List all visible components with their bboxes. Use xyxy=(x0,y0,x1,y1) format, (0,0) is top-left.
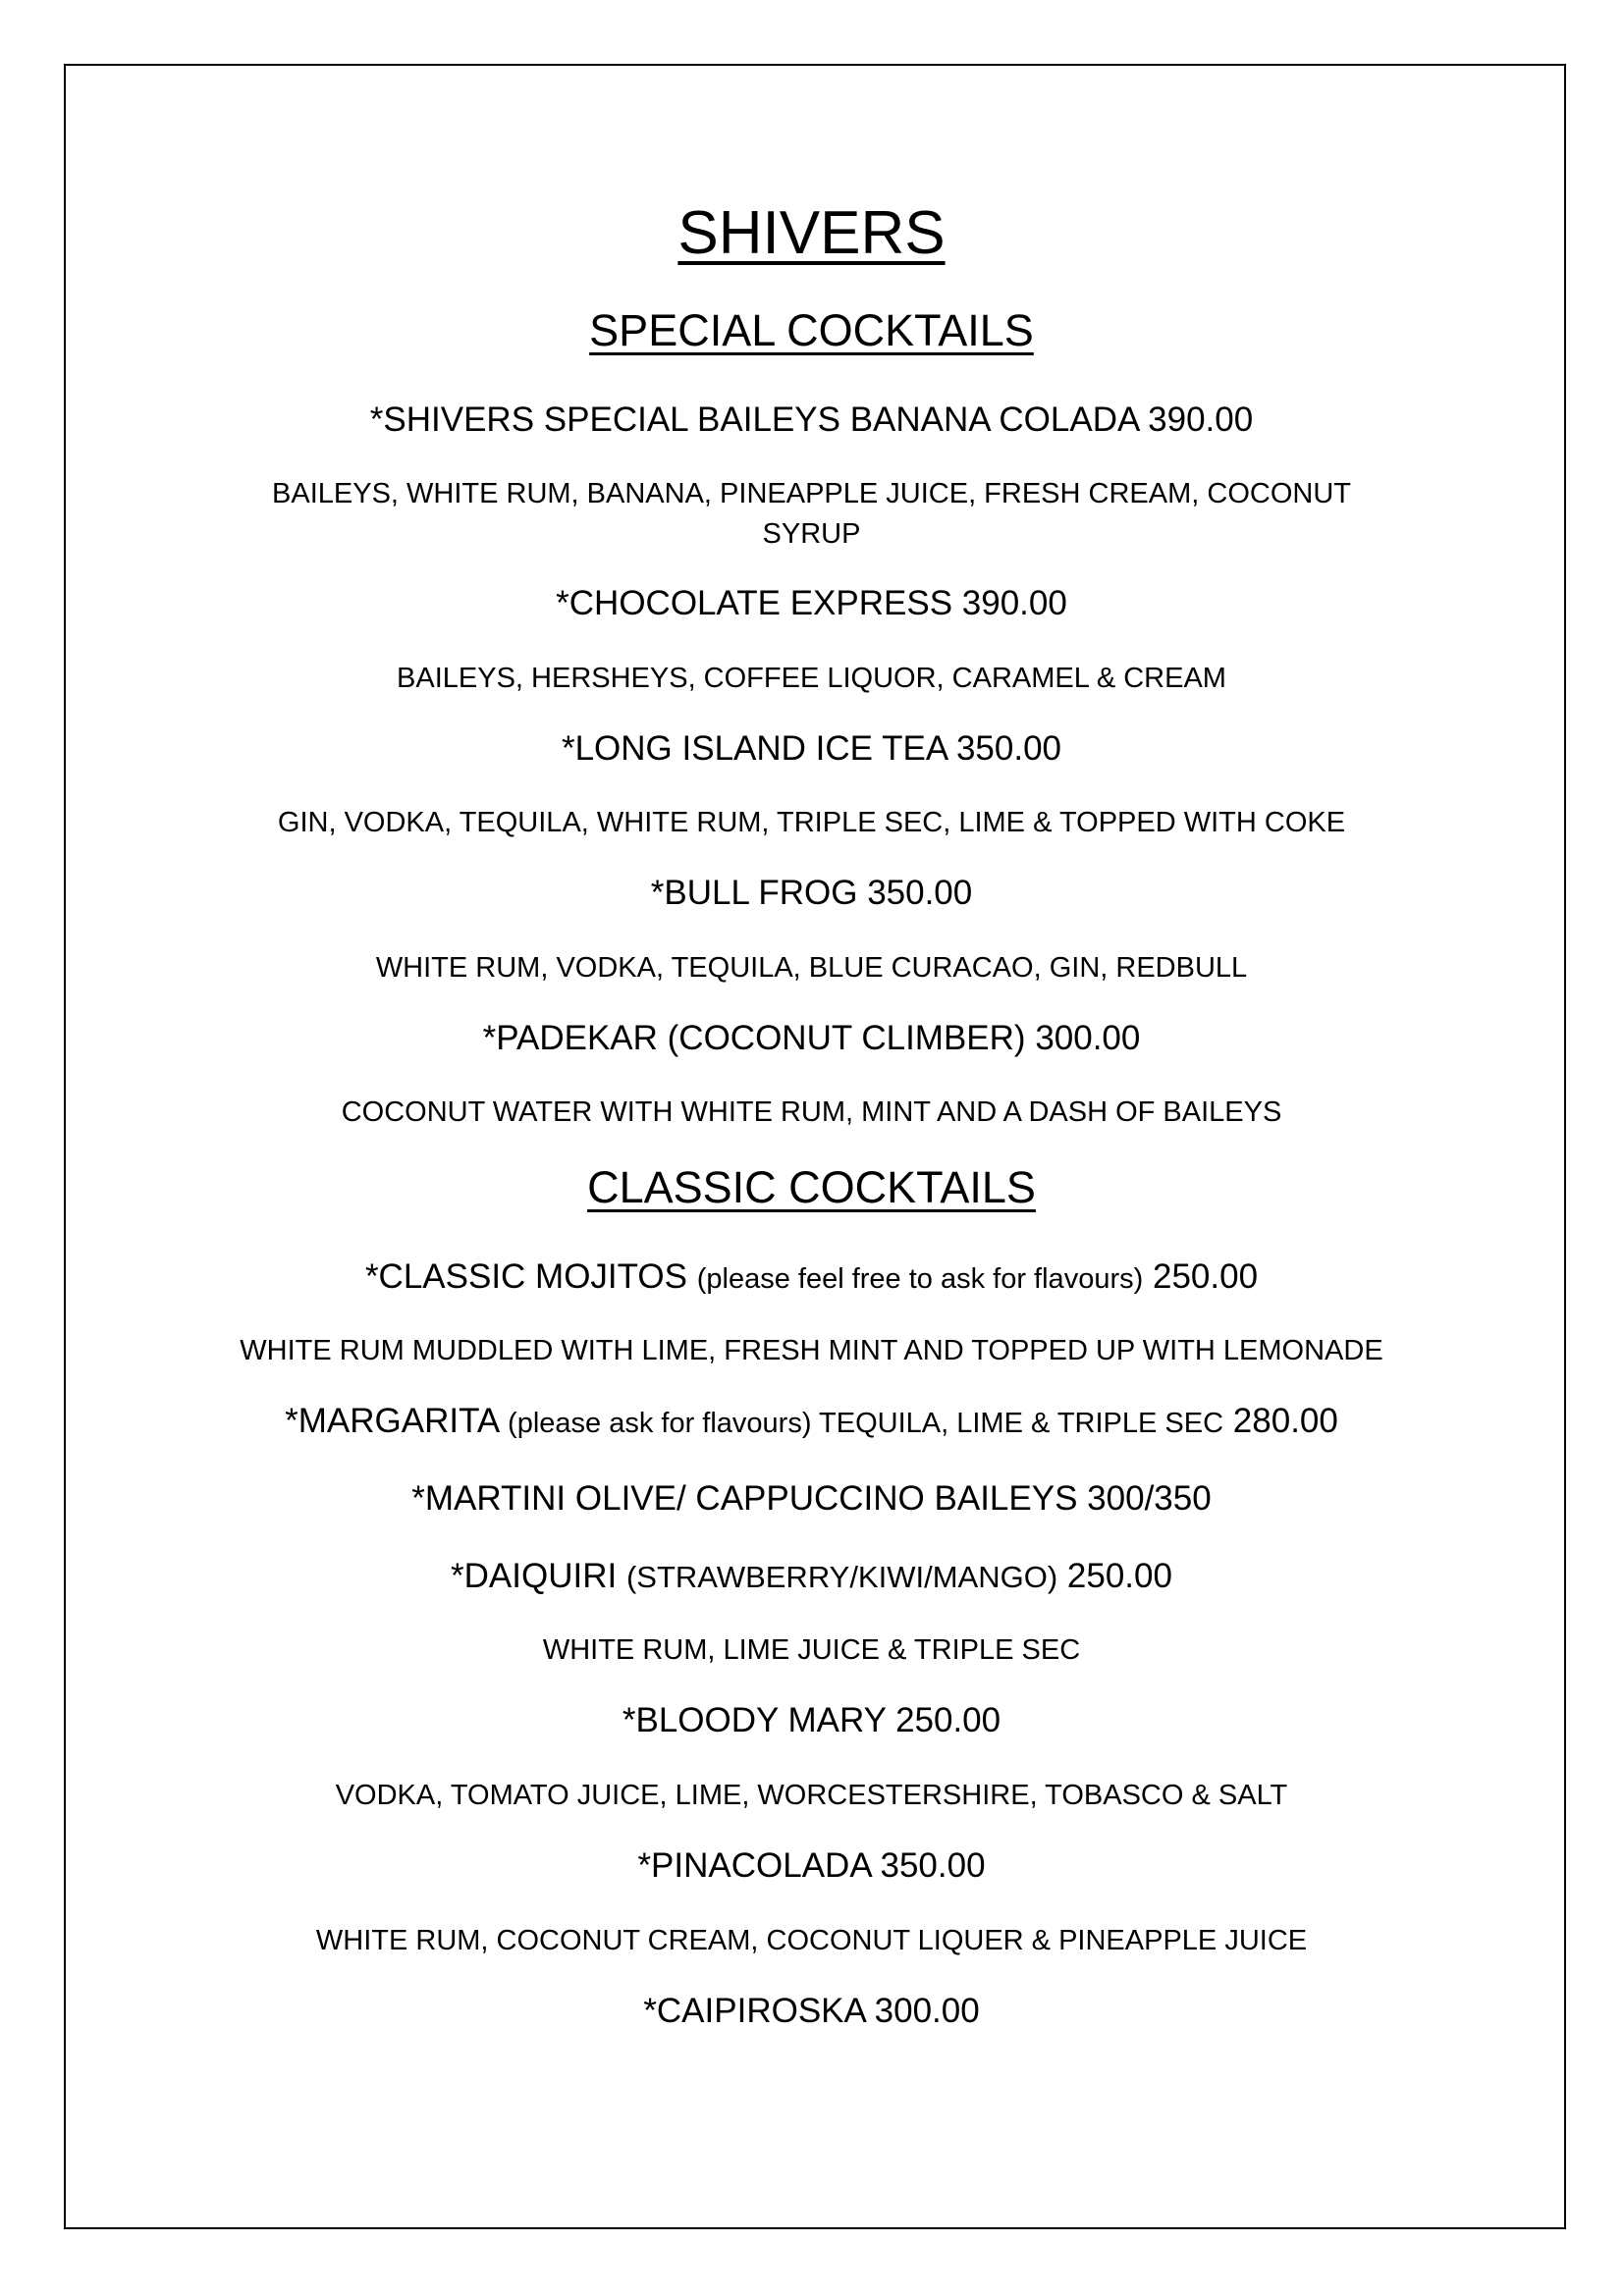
menu-item-bloody-mary xyxy=(0,1703,1623,1737)
menu-item-pinacolada xyxy=(0,1848,1623,1883)
item-price: 350.00 xyxy=(867,874,973,912)
item-note: (please ask for flavours) TEQUILA, LIME & TRIPLE SEC xyxy=(508,1408,1224,1439)
item-description: BAILEYS, HERSHEYS, COFFEE LIQUOR, CARAMEL & CREAM xyxy=(397,663,1226,694)
item-price: 350.00 xyxy=(955,729,1062,768)
item-price: 390.00 xyxy=(961,584,1067,622)
item-description: GIN, VODKA, TEQUILA, WHITE RUM, TRIPLE SEC, LIME & TOPPED WITH COKE xyxy=(277,807,1346,838)
page-border xyxy=(64,64,1566,2229)
item-price: 390.00 xyxy=(1148,400,1254,439)
item-price: 350.00 xyxy=(880,1846,986,1885)
menu-item-margarita xyxy=(0,1404,1623,1438)
item-description: WHITE RUM MUDDLED WITH LIME, FRESH MINT AND TOPPED UP WITH LEMONADE xyxy=(240,1335,1383,1366)
item-description: WHITE RUM, LIME JUICE & TRIPLE SEC xyxy=(542,1634,1081,1666)
menu-item-long-island-ice-tea xyxy=(0,731,1623,766)
item-description: WHITE RUM, COCONUT CREAM, COCONUT LIQUER & PINEAPPLE JUICE xyxy=(315,1925,1308,1956)
section-heading-classic-cocktails: CLASSIC COCKTAILS xyxy=(587,1162,1036,1212)
section-heading-special-cocktails: SPECIAL COCKTAILS xyxy=(589,305,1034,355)
menu-item-classic-mojitos xyxy=(0,1259,1623,1294)
item-name: *LONG ISLAND ICE TEA xyxy=(561,729,947,768)
item-name: *BULL FROG xyxy=(650,874,858,912)
item-description: COCONUT WATER WITH WHITE RUM, MINT AND A DASH OF BAILEYS xyxy=(341,1096,1282,1128)
item-name: *BLOODY MARY xyxy=(622,1701,887,1739)
item-name: *CAIPIROSKA xyxy=(643,1992,865,2030)
item-name: *MARGARITA xyxy=(285,1402,499,1440)
item-name: *PADEKAR (COCONUT CLIMBER) xyxy=(482,1019,1026,1057)
item-name: *SHIVERS SPECIAL BAILEYS BANANA COLADA xyxy=(369,400,1139,439)
item-description: BAILEYS, WHITE RUM, BANANA, PINEAPPLE JUICE, FRESH CREAM, COCONUT SYRUP xyxy=(272,478,1351,550)
item-price: 250.00 xyxy=(1153,1257,1259,1296)
item-note: (STRAWBERRY/KIWI/MANGO) xyxy=(625,1560,1058,1594)
item-note: (please feel free to ask for flavours) xyxy=(696,1263,1144,1295)
menu-item-padekar xyxy=(0,1021,1623,1055)
menu-item-daiquiri xyxy=(0,1559,1623,1593)
item-price: 300.00 xyxy=(874,1992,980,2030)
item-name: *MARTINI OLIVE/ CAPPUCCINO BAILEYS xyxy=(411,1479,1078,1518)
menu-item-chocolate-express xyxy=(0,586,1623,620)
item-name: *DAIQUIRI xyxy=(451,1557,618,1595)
menu-item-caipiroska xyxy=(0,1994,1623,2028)
item-description: WHITE RUM, VODKA, TEQUILA, BLUE CURACAO, GIN, REDBULL xyxy=(375,952,1248,984)
menu-item-bull-frog xyxy=(0,876,1623,910)
item-price: 250.00 xyxy=(895,1701,1001,1739)
item-name: *CHOCOLATE EXPRESS xyxy=(556,584,953,622)
menu-title: SHIVERS xyxy=(677,199,946,267)
item-description: VODKA, TOMATO JUICE, LIME, WORCESTERSHIRE, TOBASCO & SALT xyxy=(335,1780,1288,1811)
item-price: 300.00 xyxy=(1035,1019,1141,1057)
item-price: 300/350 xyxy=(1087,1479,1212,1518)
menu-item-martini xyxy=(0,1481,1623,1516)
item-name: *PINACOLADA xyxy=(637,1846,871,1885)
item-price: 280.00 xyxy=(1232,1402,1338,1440)
item-name: *CLASSIC MOJITOS xyxy=(364,1257,687,1296)
item-price: 250.00 xyxy=(1066,1557,1172,1595)
menu-item-shivers-special xyxy=(0,402,1623,437)
